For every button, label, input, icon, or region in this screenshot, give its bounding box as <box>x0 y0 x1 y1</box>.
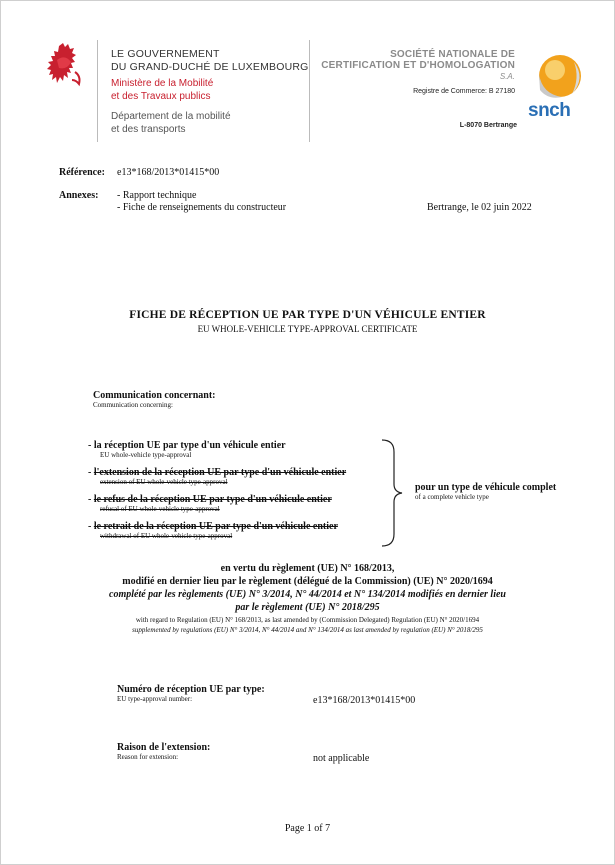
communication-item: - la réception UE par type d'un véhicule entier EU whole-vehicle type-approval <box>88 440 286 459</box>
luxembourg-lion-icon <box>45 42 85 88</box>
ministry-name: Ministère de la Mobilité et des Travaux publics <box>111 78 214 102</box>
reference-label: Référence: <box>59 167 105 178</box>
government-name: LE GOUVERNEMENT DU GRAND-DUCHÉ DE LUXEMBOURG <box>111 48 309 73</box>
snch-company-name: SOCIÉTÉ NATIONALE DE CERTIFICATION ET D'HOMOLOGATION <box>321 49 515 71</box>
department-name: Département de la mobilité et des transports <box>111 111 231 135</box>
extension-reason-value: not applicable <box>313 753 370 764</box>
list-item: - Rapport technique <box>117 190 197 201</box>
place-date: Bertrange, le 02 juin 2022 <box>427 202 532 213</box>
header-divider <box>309 40 310 142</box>
page-title: FICHE DE RÉCEPTION UE PAR TYPE D'UN VÉHICULE ENTIER <box>129 309 486 321</box>
annexes-label: Annexes: <box>59 190 99 201</box>
snch-address: L-8070 Bertrange <box>459 122 517 129</box>
communication-item: - l'extension de la réception UE par type d'un véhicule entier extension of EU whole-vehicle type-approval <box>88 467 347 486</box>
page-number: Page 1 of 7 <box>284 823 331 834</box>
extension-reason-label: Raison de l'extension: Reason for extension: <box>117 742 211 761</box>
approval-number-value: e13*168/2013*01415*00 <box>313 695 416 706</box>
list-item: - Fiche de renseignements du constructeur <box>117 202 287 213</box>
reference-value: e13*168/2013*01415*00 <box>117 167 220 178</box>
communication-item: - le refus de la réception UE par type d'un véhicule entier refusal of EU whole-vehicle type-approval <box>88 494 332 513</box>
snch-legal-form: S.A. <box>499 72 515 81</box>
approval-number-label: Numéro de réception UE par type: EU type-approval number: <box>117 684 265 703</box>
page-subtitle: EU WHOLE-VEHICLE TYPE-APPROVAL CERTIFICATE <box>197 324 418 334</box>
vehicle-type-target: pour un type de véhicule complet of a complete vehicle type <box>415 482 557 501</box>
snch-register: Registre de Commerce: B 27180 <box>413 88 515 95</box>
annexes-list <box>117 190 286 214</box>
header-divider <box>97 40 98 142</box>
snch-logo-text: snch <box>528 100 571 121</box>
regulation-block: en vertu du règlement (UE) N° 168/2013, modifié en dernier lieu par le règlement (délégué de la Commission) (UE) N° 2020/1694 complété par les règlements (UE) N° 3/2014, N° 44/2014 et N° 134/2014 modifiés en dernier lieu par le règlement (UE) N° 2018/295 with regard to Regulation (EU) N° 168/2013, as last amended by (Commission Delegated) Regulation (EU) N° 2020/1694 supplemented by regulations (EU) N° 3/2014, N° 44/2014 and N° 134/2014 as last amended by regulation (EU) N° 2018/295 <box>109 563 506 634</box>
communication-item: - le retrait de la réception UE par type d'un véhicule entier withdrawal of EU whole-vehicle type-approval <box>88 521 338 540</box>
curly-brace-icon <box>378 438 404 548</box>
communication-heading: Communication concernant: Communication concerning: <box>93 390 216 409</box>
